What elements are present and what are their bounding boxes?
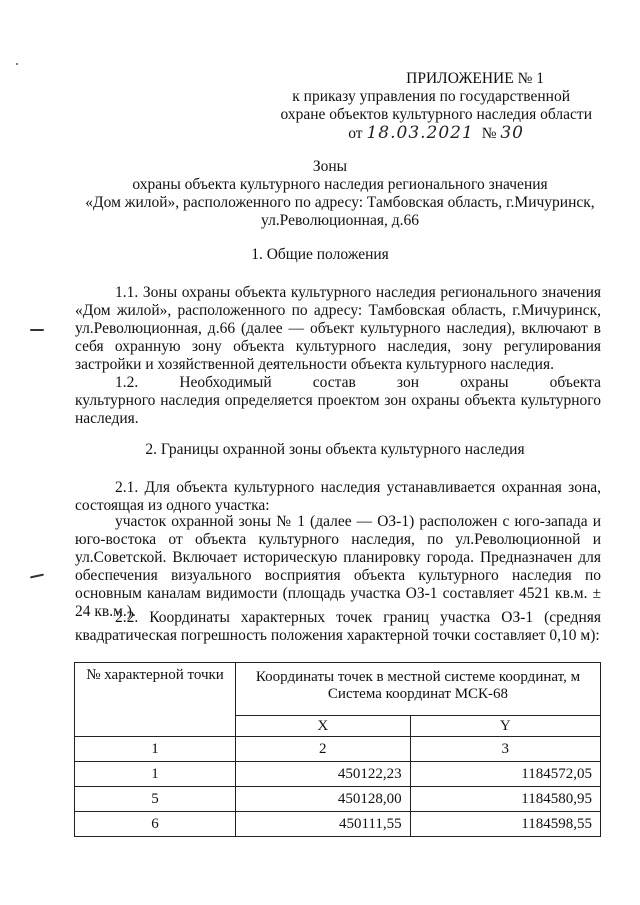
appendix-header (280, 70, 600, 142)
coords-header-line-1: Координаты точек в местной системе координат, м (255, 669, 581, 685)
document-title (60, 158, 620, 230)
table-cell: 1 (75, 737, 236, 762)
margin-pen-mark (30, 329, 44, 331)
title-line-1: Зоны (312, 158, 348, 175)
handwritten-number: 30 (500, 123, 524, 143)
paragraph-line: культурного наследия определяется проектом зон охраны объекта культурного (75, 392, 601, 409)
appendix-order-line: к приказу управления по государственной (292, 88, 570, 105)
table-cell: 5 (75, 787, 236, 812)
table-cell: 2 (236, 737, 411, 762)
paragraph-line: юго-востока от объекта культурного наследия, по ул.Революционной и (75, 531, 601, 548)
title-line-4: ул.Революционная, д.66 (261, 212, 419, 229)
col-header-y: Y (410, 716, 600, 737)
coords-header-line-2: Система координат МСК-68 (327, 686, 509, 702)
number-label: № (481, 125, 497, 142)
table-index-row (75, 737, 601, 762)
col-header-coordinates (236, 663, 601, 716)
table-cell: 1184598,55 (410, 812, 600, 837)
table-row (75, 812, 601, 837)
table-cell: 1184580,95 (410, 787, 600, 812)
table-cell: 1 (75, 762, 236, 787)
col-header-x: X (236, 716, 411, 737)
paragraph-zone-oz1 (75, 513, 601, 621)
coordinates-table (74, 662, 601, 837)
table-row (75, 762, 601, 787)
table-cell: 450111,55 (236, 812, 411, 837)
paragraph-line: ул.Революционная, д.66 (далее — объект культурного наследия), включают в (75, 320, 601, 337)
margin-pen-mark (30, 574, 44, 579)
paragraph-line: застройки и хозяйственной деятельности объекта культурного наследия. (75, 356, 554, 373)
paragraph-line: 24 кв.м.). (75, 603, 136, 620)
paragraph-line: обеспечения визуального восприятия объекта культурного наследия по (75, 567, 601, 584)
table-cell: 6 (75, 812, 236, 837)
paragraph-line: ул.Советской. Включает историческую планировку города. Предназначен для (75, 549, 601, 566)
paragraph-line: «Дом жилой», расположенного по адресу: Тамбовская область, г.Мичуринск, (75, 302, 601, 319)
handwritten-date: 18.03.2021 (366, 123, 474, 143)
paragraph-line: участок охранной зоны № 1 (далее — ОЗ-1) расположен с юго-запада и (115, 513, 601, 530)
paragraph-line: наследия. (75, 410, 139, 427)
section-2-heading: 2. Границы охранной зоны объекта культурного наследия (145, 441, 525, 458)
paragraph-line: себя охранную зону объекта культурного наследия, зону регулирования (75, 338, 601, 355)
col-header-point-number: № характерной точки (75, 663, 236, 737)
paragraph-1-1 (75, 284, 601, 374)
paragraph-line: квадратическая погрешность положения характерной точки составляет 0,10 м): (75, 627, 600, 644)
appendix-date-line (280, 124, 600, 142)
section-1-heading: 1. Общие положения (251, 246, 389, 263)
appendix-title: ПРИЛОЖЕНИЕ № 1 (406, 70, 544, 87)
paragraph-line: основным каналам видимости (площадь участка ОЗ-1 составляет 4521 кв.м. ± (75, 585, 601, 602)
title-line-3: «Дом жилой», расположенного по адресу: Тамбовская область, г.Мичуринск, (85, 194, 595, 211)
table-cell: 1184572,05 (410, 762, 600, 787)
paragraph-line: 2.2. Координаты характерных точек границ участка ОЗ-1 (средняя (115, 609, 601, 626)
paragraph-line: 1.1. Зоны охраны объекта культурного наследия регионального значения (115, 284, 601, 301)
paragraph-line: 2.1. Для объекта культурного наследия устанавливается охранная зона, (115, 479, 601, 496)
paragraph-1-2 (75, 374, 601, 428)
appendix-authority-line: охране объектов культурного наследия области (280, 106, 592, 123)
table-cell: 450122,23 (236, 762, 411, 787)
paragraph-line: состоящая из одного участка: (75, 497, 270, 514)
table-row (75, 787, 601, 812)
table-cell: 450128,00 (236, 787, 411, 812)
paragraph-line: 1.2. Необходимый состав зон охраны объекта (115, 374, 601, 391)
paragraph-2-1 (75, 479, 601, 515)
table-cell: 3 (410, 737, 600, 762)
paragraph-2-2 (75, 609, 601, 645)
from-label: от (348, 125, 363, 142)
scan-speck (16, 63, 18, 65)
title-line-2: охраны объекта культурного наследия регионального значения (132, 176, 548, 193)
